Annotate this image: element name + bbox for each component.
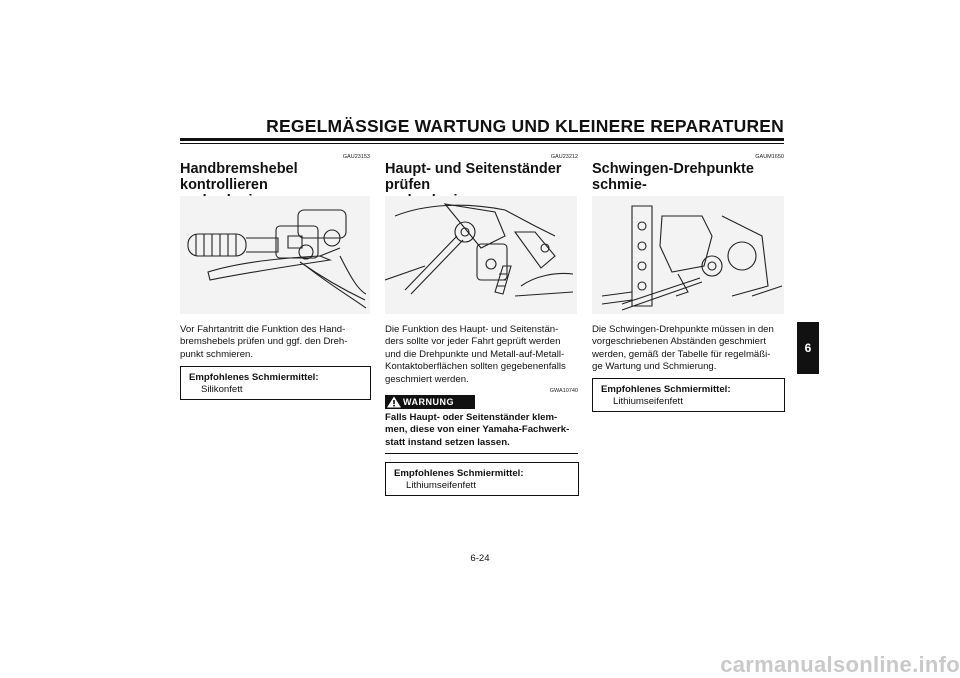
lubricant-label: Empfohlenes Schmiermittel: bbox=[394, 468, 524, 479]
section-code: GAUM1650 bbox=[755, 154, 784, 160]
section-body bbox=[592, 324, 792, 374]
lubricant-label: Empfohlenes Schmiermittel: bbox=[601, 384, 731, 395]
watermark: carmanualsonline.info bbox=[720, 652, 960, 677]
stand-illustration bbox=[385, 196, 577, 314]
section-title-line: Haupt- und Seitenständer prüfen bbox=[385, 161, 562, 193]
body-line: Vor Fahrtantritt die Funktion des Hand- bbox=[180, 324, 346, 335]
body-line: werden, gemäß der Tabelle für regelmäßi- bbox=[592, 348, 771, 360]
swingarm-drawing bbox=[592, 196, 784, 314]
warning-text bbox=[385, 412, 585, 449]
warning-badge bbox=[385, 395, 475, 409]
header-rule bbox=[180, 138, 784, 141]
swingarm-illustration bbox=[592, 196, 784, 314]
stand-drawing bbox=[385, 196, 577, 314]
section-code: GAU23153 bbox=[342, 154, 370, 160]
body-line: geschmiert werden. bbox=[385, 373, 469, 385]
lubricant-value: Silikonfett bbox=[201, 384, 243, 395]
body-line: Kontaktoberflächen sollten gegebenenfalls bbox=[385, 361, 566, 373]
page-number: 6-24 bbox=[470, 553, 490, 564]
warning-line: men, diese von einer Yamaha-Fachwerk- bbox=[385, 424, 570, 436]
lubricant-label: Empfohlenes Schmiermittel: bbox=[189, 372, 319, 383]
lubricant-box bbox=[180, 366, 371, 400]
brake-lever-illustration bbox=[180, 196, 370, 314]
warning-code: GWA10740 bbox=[549, 388, 578, 394]
body-line: ders sollte vor jeder Fahrt geprüft werden bbox=[385, 336, 561, 348]
lubricant-value: Lithiumseifenfett bbox=[406, 480, 476, 491]
brake-lever-drawing bbox=[180, 196, 370, 314]
body-line: Die Schwingen-Drehpunkte müssen in den bbox=[592, 324, 774, 335]
body-line: und die Drehpunkte und Metall-auf-Metall- bbox=[385, 348, 565, 360]
warning-line: statt instand setzen lassen. bbox=[385, 436, 510, 448]
body-line: bremshebels prüfen und ggf. den Dreh- bbox=[180, 336, 348, 348]
page-header-title: REGELMÄSSIGE WARTUNG UND KLEINERE REPARATUREN bbox=[266, 116, 784, 136]
section-body bbox=[385, 324, 585, 386]
chapter-tab[interactable]: 6 bbox=[797, 322, 819, 374]
warning-rule bbox=[385, 453, 578, 454]
warning-line: Falls Haupt- oder Seitenständer klem- bbox=[385, 412, 558, 423]
body-line: vorgeschriebenen Abständen geschmiert bbox=[592, 336, 766, 348]
warning-label: WARNUNG bbox=[403, 397, 454, 407]
section-title-line: Schwingen-Drehpunkte schmie- bbox=[592, 161, 754, 193]
lubricant-value: Lithiumseifenfett bbox=[613, 396, 683, 407]
body-line: ge Wartung und Schmierung. bbox=[592, 361, 717, 373]
section-body bbox=[180, 324, 380, 361]
warning-triangle-icon bbox=[385, 395, 403, 409]
header-rule-thin bbox=[180, 143, 784, 144]
lubricant-box bbox=[385, 462, 579, 496]
section-code: GAU23212 bbox=[550, 154, 578, 160]
section-title-line: Handbremshebel kontrollieren bbox=[180, 161, 298, 193]
body-line: Die Funktion des Haupt- und Seitenstän- bbox=[385, 324, 559, 335]
body-line: punkt schmieren. bbox=[180, 348, 254, 360]
lubricant-box bbox=[592, 378, 785, 412]
